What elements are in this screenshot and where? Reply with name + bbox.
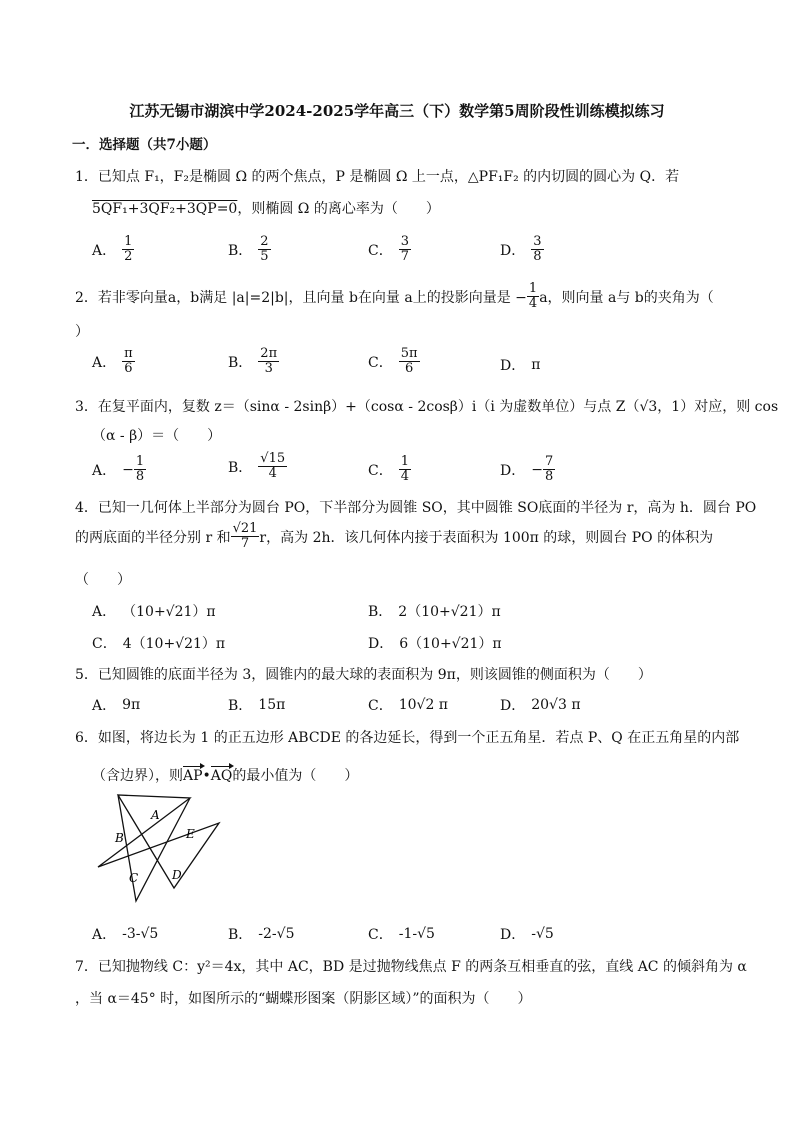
fraction: $\frac{√21}{7}$ xyxy=(232,521,258,552)
q1-stem-tail: ，则椭圆 Ω 的离心率为（ ） xyxy=(237,201,440,217)
q6-stem-line2: （含边界），则AP•AQ的最小值为（ ） xyxy=(92,768,359,784)
q2-option-a[interactable]: A． $\frac{\pi}{6}$ xyxy=(92,346,133,377)
q2-option-d[interactable]: D． π xyxy=(500,357,541,374)
q6-option-b[interactable]: B． -2-√5 xyxy=(228,926,295,943)
q6-option-c[interactable]: C． -1-√5 xyxy=(368,926,435,943)
vertex-label-e: E xyxy=(186,827,195,841)
vertex-label-b: B xyxy=(115,831,124,845)
q1-vector-equation: 5QF₁+3QF₂+3QP=0 xyxy=(92,201,238,217)
q4-stem-line1: 4．已知一几何体上半部分为圆台 PO，下半部分为圆锥 SO，其中圆锥 SO底面的半径为 r，高为 h．圆台 PO xyxy=(75,500,757,516)
fraction: $\frac{1}{4}$ xyxy=(528,281,538,312)
q6-option-a[interactable]: A． -3-√5 xyxy=(92,926,159,943)
q2-stem-line2: ） xyxy=(75,324,89,340)
q1-option-c[interactable]: C． $\frac{3}{7}$ xyxy=(368,234,409,265)
q5-option-d[interactable]: D． 20√3 π xyxy=(500,697,581,714)
q5-stem: 5．已知圆锥的底面半径为 3，圆锥内的最大球的表面积为 9π，则该圆锥的侧面积为（ ） xyxy=(75,667,652,683)
q4-stem-line2: 的两底面的半径分别 r 和 $\frac{√21}{7}$ r，高为 2h．该几何体内接于表面积为 100π 的球，则圆台 PO 的体积为 xyxy=(75,521,714,552)
pentagram-figure xyxy=(90,790,230,910)
fraction: $\frac{3}{7}$ xyxy=(400,234,409,265)
q1-option-d[interactable]: D． $\frac{3}{8}$ xyxy=(500,234,542,265)
q4-option-d[interactable]: D． 6（10+√21）π xyxy=(368,636,502,652)
vertex-label-d: D xyxy=(172,868,182,882)
fraction: $\frac{2\pi}{3}$ xyxy=(260,346,278,377)
fraction: $\frac{7}{8}$ xyxy=(544,454,554,485)
q2-stem-line1: 2．若非零向量 a， b满足 |a|=2|b|，且向量 b在向量 a上的投影向量是 − $\frac{1}{4}$ a，则向量 a与 b的夹角为（ xyxy=(75,281,714,312)
q3-option-b[interactable]: B． $\frac{√15}{4}$ xyxy=(228,451,286,482)
q6-option-d[interactable]: D． -√5 xyxy=(500,926,554,943)
q3-stem-line1: 3．在复平面内，复数 z＝（sinα - 2sinβ）+（cosα - 2cosβ）i（i 为虚数单位）与点 Z（√3，1）对应，则 cos xyxy=(75,399,779,415)
q1-option-b[interactable]: B． $\frac{2}{5}$ xyxy=(228,234,269,265)
q3-stem-line2: （α - β）＝（ ） xyxy=(92,428,222,444)
q3-option-a[interactable]: A． − $\frac{1}{8}$ xyxy=(92,454,145,485)
fraction: $\frac{1}{8}$ xyxy=(135,454,145,485)
q2-option-c[interactable]: C． $\frac{5\pi}{6}$ xyxy=(368,346,418,377)
vector-aq: AQ xyxy=(210,768,233,784)
fraction: $\frac{1}{4}$ xyxy=(400,454,409,485)
fraction: $\frac{3}{8}$ xyxy=(533,234,542,265)
q1-option-a[interactable]: A． $\frac{1}{2}$ xyxy=(92,234,133,265)
q6-stem-line1: 6．如图，将边长为 1 的正五边形 ABCDE 的各边延长，得到一个正五角星．若点 P、Q 在正五角星的内部 xyxy=(75,730,740,746)
vertex-label-a: A xyxy=(151,808,160,822)
q7-stem-line1: 7．已知抛物线 C：y²＝4x，其中 AC，BD 是过抛物线焦点 F 的两条互相垂直的弦，直线 AC 的倾斜角为 α xyxy=(75,959,747,975)
q4-option-c[interactable]: C． 4（10+√21）π xyxy=(92,636,226,652)
q1-stem-line2 xyxy=(92,198,440,218)
q1-stem-line1: 1．已知点 F₁，F₂是椭圆 Ω 的两个焦点，P 是椭圆 Ω 上一点，△PF₁F₂ 的内切圆的圆心为 Q．若 xyxy=(75,169,680,185)
q5-option-b[interactable]: B． 15π xyxy=(228,697,286,714)
fraction: $\frac{\pi}{6}$ xyxy=(124,346,133,377)
q4-option-b[interactable]: B． 2（10+√21）π xyxy=(368,604,501,620)
q3-option-c[interactable]: C． $\frac{1}{4}$ xyxy=(368,454,409,485)
q4-stem-line3: （ ） xyxy=(75,572,131,588)
fraction: $\frac{1}{2}$ xyxy=(124,234,133,265)
fraction: $\frac{√15}{4}$ xyxy=(260,451,286,482)
fraction: $\frac{5\pi}{6}$ xyxy=(400,346,418,377)
q3-option-d[interactable]: D． − $\frac{7}{8}$ xyxy=(500,454,554,485)
section-heading: 一．选择题（共7小题） xyxy=(72,137,217,153)
q5-option-c[interactable]: C． 10√2 π xyxy=(368,697,449,714)
vector-ap: AP xyxy=(183,768,203,784)
q4-option-a[interactable]: A． （10+√21）π xyxy=(92,604,216,620)
q7-stem-line2: ，当 α＝45° 时，如图所示的“蝴蝶形图案（阴影区域）”的面积为（ ） xyxy=(75,991,532,1007)
q2-option-b[interactable]: B． $\frac{2\pi}{3}$ xyxy=(228,346,278,377)
vertex-label-c: C xyxy=(129,871,139,885)
fraction: $\frac{2}{5}$ xyxy=(260,234,269,265)
q5-option-a[interactable]: A． 9π xyxy=(92,697,141,714)
page-title: 江苏无锡市湖滨中学2024-2025学年高三（下）数学第5周阶段性训练模拟练习 xyxy=(129,102,665,120)
